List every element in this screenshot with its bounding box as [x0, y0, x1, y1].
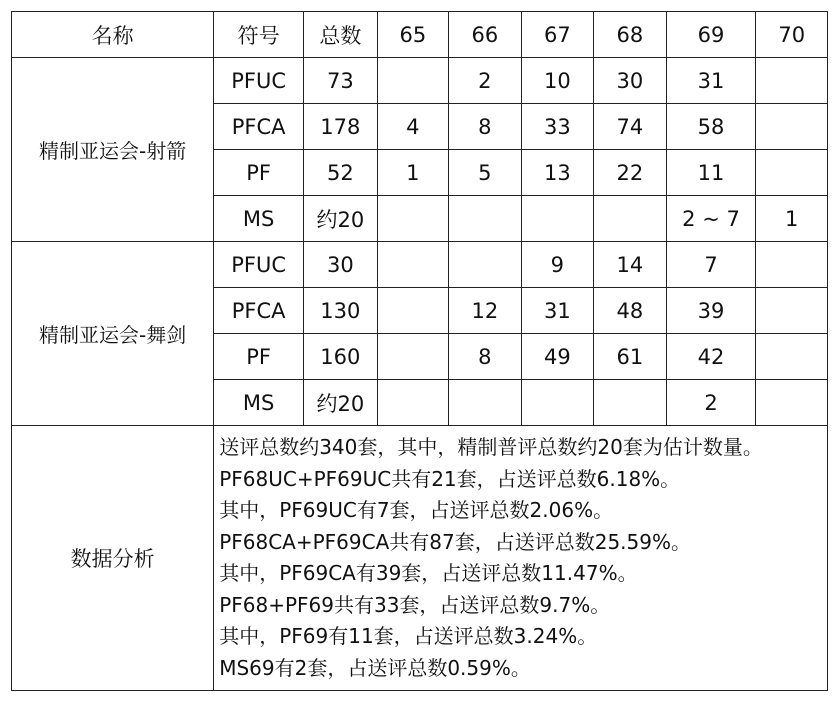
grade-count-cell: 31 [666, 58, 756, 104]
grade-count-cell [756, 104, 828, 150]
header-cell-grade-66: 66 [449, 12, 522, 58]
grade-count-cell: 74 [594, 104, 667, 150]
header-cell-grade-69: 69 [666, 12, 756, 58]
analysis-line: PF68UC+PF69UC共有21套，占送评总数6.18%。 [219, 466, 681, 491]
grade-count-cell [594, 196, 667, 242]
total-cell: 30 [304, 242, 378, 288]
table-body [12, 12, 828, 691]
grade-count-cell: 8 [449, 334, 522, 380]
grade-count-cell [756, 58, 828, 104]
grade-count-cell: 11 [666, 150, 756, 196]
grade-count-cell: 12 [449, 288, 522, 334]
analysis-label: 数据分析 [12, 426, 214, 691]
grade-count-cell [756, 242, 828, 288]
symbol-cell: PFCA [214, 288, 304, 334]
grade-count-cell: 48 [594, 288, 667, 334]
grade-count-cell: 33 [521, 104, 594, 150]
header-cell-total: 总数 [304, 12, 378, 58]
grade-count-cell: 14 [594, 242, 667, 288]
header-cell-grade-70: 70 [756, 12, 828, 58]
product-name-cell: 精制亚运会-射箭 [12, 58, 214, 242]
grade-count-cell: 30 [594, 58, 667, 104]
header-cell-grade-65: 65 [377, 12, 448, 58]
grade-count-cell: 49 [521, 334, 594, 380]
grade-count-cell [449, 380, 522, 426]
grade-count-cell [756, 150, 828, 196]
grade-count-cell: 5 [449, 150, 522, 196]
analysis-line: 其中，PF69UC有7套，占送评总数2.06%。 [219, 498, 614, 522]
analysis-row [12, 426, 828, 691]
total-cell: 约20 [304, 196, 378, 242]
grade-count-cell [756, 288, 828, 334]
total-cell: 178 [304, 104, 378, 150]
symbol-cell: MS [214, 196, 304, 242]
grade-count-cell: 10 [521, 58, 594, 104]
analysis-line: PF68+PF69共有33套，占送评总数9.7%。 [219, 592, 611, 617]
grade-statistics-table [11, 11, 828, 691]
analysis-line: 其中，PF69CA有39套，占送评总数11.47%。 [219, 561, 638, 585]
grade-count-cell [449, 242, 522, 288]
total-cell: 73 [304, 58, 378, 104]
total-cell: 160 [304, 334, 378, 380]
symbol-cell: PFUC [214, 58, 304, 104]
product-name-cell: 精制亚运会-舞剑 [12, 242, 214, 426]
grade-count-cell: 4 [377, 104, 448, 150]
grade-count-cell [377, 288, 448, 334]
grade-count-cell [377, 242, 448, 288]
symbol-cell: PFCA [214, 104, 304, 150]
symbol-cell: PF [214, 334, 304, 380]
table-row [12, 58, 828, 104]
header-cell-grade-68: 68 [594, 12, 667, 58]
grade-count-cell: 8 [449, 104, 522, 150]
grade-count-cell: 39 [666, 288, 756, 334]
grade-count-cell: 2 [666, 380, 756, 426]
grade-count-cell: 7 [666, 242, 756, 288]
total-cell: 52 [304, 150, 378, 196]
symbol-cell: MS [214, 380, 304, 426]
header-cell-symbol: 符号 [214, 12, 304, 58]
analysis-line: 其中，PF69有11套，占送评总数3.24%。 [219, 624, 598, 648]
grade-count-cell [377, 380, 448, 426]
grade-count-cell: 61 [594, 334, 667, 380]
symbol-cell: PF [214, 150, 304, 196]
grade-count-cell [756, 380, 828, 426]
grade-count-cell: 31 [521, 288, 594, 334]
grade-count-cell [521, 380, 594, 426]
grade-count-cell: 2 ~ 7 [666, 196, 756, 242]
analysis-line: PF68CA+PF69CA共有87套，占送评总数25.59%。 [219, 529, 691, 554]
total-cell: 约20 [304, 380, 378, 426]
grade-count-cell: 58 [666, 104, 756, 150]
total-cell: 130 [304, 288, 378, 334]
analysis-line: 送评总数约340套，其中，精制普评总数约20套为估计数量。 [219, 435, 763, 459]
grade-count-cell: 2 [449, 58, 522, 104]
symbol-cell: PFUC [214, 242, 304, 288]
header-row [12, 12, 828, 58]
grade-count-cell [521, 196, 594, 242]
analysis-line: MS69有2套，占送评总数0.59%。 [219, 655, 531, 680]
header-cell-grade-67: 67 [521, 12, 594, 58]
analysis-text-cell [214, 426, 828, 691]
grade-count-cell: 9 [521, 242, 594, 288]
grade-count-cell [377, 58, 448, 104]
grade-count-cell: 13 [521, 150, 594, 196]
grade-count-cell [756, 334, 828, 380]
grade-count-cell [449, 196, 522, 242]
grade-count-cell [377, 334, 448, 380]
grade-count-cell: 42 [666, 334, 756, 380]
grade-count-cell [594, 380, 667, 426]
header-cell-name: 名称 [12, 12, 214, 58]
grade-count-cell: 1 [377, 150, 448, 196]
table-row [12, 242, 828, 288]
grade-count-cell: 1 [756, 196, 828, 242]
grade-count-cell: 22 [594, 150, 667, 196]
grade-count-cell [377, 196, 448, 242]
